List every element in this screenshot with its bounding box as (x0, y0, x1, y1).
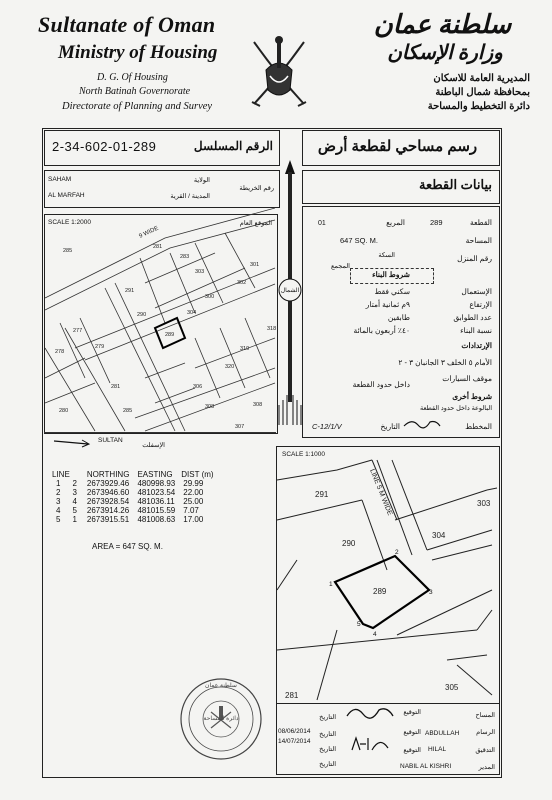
svg-text:283: 283 (180, 254, 190, 260)
coords-northing: 2673928.54 (86, 497, 130, 506)
detail-plot-290: 290 (342, 539, 356, 548)
svg-text:277: 277 (73, 328, 83, 334)
conditions-title: شروط البناء (372, 270, 410, 279)
detail-map-plot-labels (285, 490, 491, 700)
coords-northing: 2673914.26 (86, 506, 130, 515)
coords-easting: 481008.63 (137, 515, 176, 524)
checker-date: 14/07/2014 (278, 738, 311, 745)
coords-dist: 25.00 (183, 497, 204, 506)
svg-text:278: 278 (55, 349, 65, 355)
en-title: Sultanate of Oman (38, 12, 216, 37)
ratio-value: ٤٠٪ أربعون بالمائة (353, 326, 410, 335)
plot-data-panel-border (302, 206, 500, 438)
surveyor-sign-label: التوقيع (403, 709, 421, 716)
vertex-4: 4 (373, 631, 377, 638)
svg-text:279: 279 (95, 344, 105, 350)
detail-map-scale: SCALE 1:1000 (282, 451, 326, 458)
svg-text:308: 308 (253, 402, 263, 408)
table-row (52, 506, 216, 515)
general-map-title: الموقع العام (239, 220, 272, 227)
ratio-label: نسبة البناء (460, 326, 492, 335)
setbacks-value: الأمام ٥ الخلف ٣ الجانبان ٣ - ٢ (398, 358, 492, 367)
svg-text:285: 285 (123, 408, 133, 414)
svg-text:306: 306 (193, 384, 203, 390)
serial-number: 2-34-602-01-289 (52, 139, 157, 154)
plot-number: 289 (430, 218, 443, 227)
plot-label: القطعة (470, 218, 492, 227)
coords-dist: 22.00 (183, 488, 204, 497)
plot-data-title: بيانات القطعة (419, 177, 492, 192)
en-governorate: North Batinah Governorate (79, 86, 191, 97)
area-value: 647 SQ. M. (340, 236, 378, 245)
director-name: NABIL AL KISHRI (400, 763, 452, 770)
surveyor-signature (345, 702, 395, 722)
ar-dg-housing: المديرية العامة للاسكان (433, 73, 530, 84)
surveyor-label: المساح (475, 712, 495, 719)
table-row (52, 515, 216, 524)
svg-text:281: 281 (153, 244, 163, 250)
general-map-scale: SCALE 1:2000 (48, 219, 92, 226)
coords-northing: 2673915.51 (86, 515, 130, 524)
surveyor-date-label: التاريخ (319, 714, 336, 721)
coords-from: 5 (56, 515, 61, 524)
svg-text:291: 291 (125, 288, 135, 294)
svg-text:308: 308 (205, 404, 215, 410)
en-directorate: Directorate of Planning and Survey (62, 101, 213, 112)
coords-header-northing: NORTHING (86, 470, 130, 479)
parking-value: داخل حدود القطعة (352, 380, 410, 389)
setbacks-label: الإرتدادات (461, 341, 492, 350)
square-label: المربع (386, 218, 405, 227)
ar-sultanate-logo: سلطنة عمان (373, 10, 512, 39)
checker-signature (350, 734, 390, 754)
house-label: رقم المنزل (457, 254, 492, 263)
coords-easting: 480998.93 (137, 479, 176, 488)
svg-text:320: 320 (225, 364, 235, 370)
detail-plot-291: 291 (315, 490, 329, 499)
use-label: الإستعمال (461, 287, 492, 296)
house-complex: المجمع (331, 263, 350, 270)
detail-plot-303: 303 (477, 499, 491, 508)
table-row (52, 497, 216, 506)
village-value: AL MARFAH (48, 192, 85, 199)
svg-text:300: 300 (205, 294, 215, 300)
serial-label: الرقم المسلسل (193, 139, 273, 153)
svg-text:304: 304 (187, 310, 197, 316)
stamp-text-mid: دائرة المساحة (203, 716, 239, 722)
draftsman-date-label: التاريخ (319, 731, 336, 738)
coords-northing: 2673946.60 (86, 488, 130, 497)
svg-text:301: 301 (250, 262, 260, 268)
parking-label: موقف السيارات (442, 374, 492, 383)
street-label-en: SULTAN (98, 437, 123, 444)
oman-emblem (244, 32, 314, 114)
general-map-plot-labels (55, 244, 276, 430)
ar-ministry-logo: وزارة الإسكان (387, 42, 503, 64)
vertex-3: 3 (429, 589, 433, 596)
checker-label: التدقيق (475, 747, 495, 754)
coords-easting: 481036.11 (137, 497, 175, 506)
coords-dist: 7.07 (183, 506, 199, 515)
svg-text:290: 290 (137, 312, 147, 318)
svg-text:280: 280 (59, 408, 69, 414)
en-dg-housing: D. G. Of Housing (97, 72, 168, 83)
planner-date-value: C-12/1/V (312, 422, 342, 431)
vertex-5: 5 (357, 621, 361, 628)
wilayat-value: SAHAM (48, 176, 72, 183)
floors-value: طابقين (387, 313, 410, 322)
coords-from: 3 (56, 497, 61, 506)
planner-label: المخطط (465, 422, 492, 431)
coords-from: 1 (56, 479, 61, 488)
vertex-2: 2 (395, 549, 399, 556)
checker-sign-label: التوقيع (403, 747, 421, 754)
wilayat-label: الولاية (193, 177, 210, 184)
coords-to: 3 (72, 488, 77, 497)
table-row (52, 488, 216, 497)
coords-header-row (52, 470, 216, 479)
svg-text:303: 303 (195, 269, 205, 275)
draftsman-sign-label: التوقيع (403, 729, 421, 736)
director-label: المدير (478, 764, 495, 771)
other-conditions-value: البالوعة داخل حدود القطعة (420, 405, 492, 412)
area-label: المساحة (465, 236, 492, 245)
coords-header-easting: EASTING (137, 470, 173, 479)
height-value: ٩م ثمانية أمتار (365, 300, 410, 309)
ar-directorate: دائرة التخطيط والمساحة (427, 101, 530, 112)
coords-table (52, 470, 216, 524)
coords-northing: 2673929.46 (86, 479, 130, 488)
detail-plot-305: 305 (445, 683, 459, 692)
coords-header-dist: DIST (m) (181, 470, 214, 479)
map-no-label: رقم الخريطة (239, 185, 274, 192)
coords-from: 4 (56, 506, 61, 515)
vertex-1: 1 (329, 581, 333, 588)
svg-text:318: 318 (267, 326, 277, 332)
coords-to: 4 (72, 497, 77, 506)
svg-text:302: 302 (237, 280, 247, 286)
coords-easting: 481023.54 (137, 488, 176, 497)
street-label-ar: الإسفلت (142, 442, 165, 449)
ar-governorate: بمحافظة شمال الباطنة (435, 87, 530, 98)
coords-from: 2 (56, 488, 61, 497)
detail-plot-289: 289 (373, 587, 387, 596)
svg-text:319: 319 (240, 346, 250, 352)
village-label: المدينة / القرية (170, 193, 210, 200)
draftsman-name: ABDULLAH (425, 730, 460, 737)
detail-map (277, 460, 497, 700)
svg-text:281: 281 (111, 384, 121, 390)
other-conditions-label: شروط أخرى (452, 392, 492, 401)
coords-to: 2 (72, 479, 77, 488)
table-row (52, 479, 216, 488)
general-map (45, 225, 277, 431)
director-date-label: التاريخ (319, 761, 336, 768)
svg-text:285: 285 (63, 248, 73, 254)
north-arrow-icon (276, 160, 304, 430)
coords-header-line: LINE (52, 470, 70, 479)
draftsman-label: الرسام (476, 729, 495, 736)
detail-road-label: LINE 5 M WIDE (368, 468, 394, 517)
detail-plot-281: 281 (285, 691, 299, 700)
floors-label: عدد الطوابق (453, 313, 492, 322)
coords-easting: 481015.59 (137, 506, 176, 515)
svg-text:307: 307 (235, 424, 245, 430)
house-lane: السكة (378, 252, 395, 259)
coords-dist: 17.00 (183, 515, 204, 524)
planner-date-label: التاريخ (380, 422, 400, 431)
coords-area: AREA = 647 SQ. M. (92, 542, 163, 551)
use-value: سكني فقط (374, 287, 410, 296)
square-number: 01 (318, 220, 326, 227)
svg-text:289: 289 (165, 332, 175, 338)
detail-plot-304: 304 (432, 531, 446, 540)
en-ministry: Ministry of Housing (58, 42, 218, 63)
coords-to: 1 (72, 515, 77, 524)
coords-dist: 29.99 (183, 479, 204, 488)
checker-date-label: التاريخ (319, 746, 336, 753)
svg-text:9 WIDE: 9 WIDE (138, 225, 160, 240)
height-label: الإرتفاع (469, 300, 492, 309)
checker-name: HILAL (428, 746, 447, 753)
coords-to: 5 (72, 506, 77, 515)
draftsman-date: 08/06/2014 (278, 728, 311, 735)
stamp-text-top: سلطنة عمان (205, 683, 237, 689)
north-label: الشمال (280, 288, 300, 294)
doc-title: رسم مساحي لقطعة أرض (317, 138, 478, 155)
